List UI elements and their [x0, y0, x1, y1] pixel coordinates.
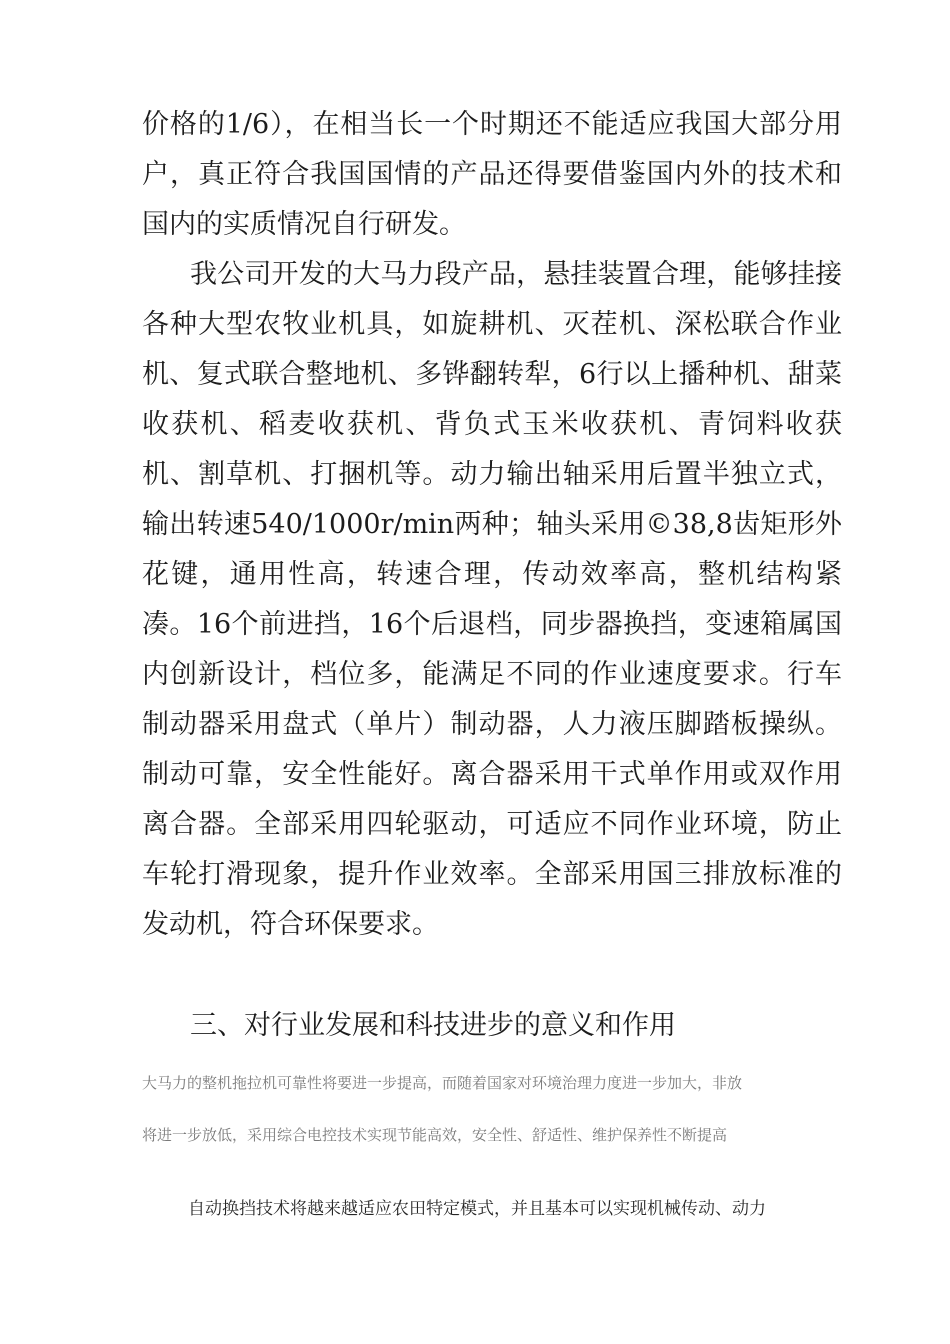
- body-text-line: 自动换挡技术将越来越适应农田特定模式，并且基本可以实现机械传动、动力: [188, 1199, 766, 1219]
- section-heading: 三、对行业发展和科技进步的意义和作用: [190, 1010, 676, 1041]
- gray-text-line: 大马力的整机拖拉机可靠性将要进一步提高，而随着国家对环境治理力度进一步加大，非放: [142, 1074, 743, 1092]
- body-paragraph: 我公司开发的大马力段产品，悬挂装置合理，能够挂接各种大型农牧业机具，如旋耕机、灭茬机、深松联合作业机、复式联合整地机、多铧翻转犁，6行以上播种机、甜菜收获机、稻麦收获机、背负式玉米收获机、青饲料收获机、割草机、打捆机等。动力输出轴采用后置半独立式，输出转速540/1000r/min两种；轴头采用©38,8齿矩形外花键，通用性高，转速合理，传动效率高，整机结构紧凑。16个前进挡，16个后退档，同步器换挡，变速箱属国内创新设计，档位多，能满足不同的作业速度要求。行车制动器采用盘式（单片）制动器，人力液压脚踏板操纵。制动可靠，安全性能好。离合器采用干式单作用或双作用离合器。全部采用四轮驱动，可适应不同作业环境，防止车轮打滑现象，提升作业效率。全部采用国三排放标准的发动机，符合环保要求。: [142, 259, 842, 940]
- body-paragraph: 价格的1/6），在相当长一个时期还不能适应我国大部分用户，真正符合我国国情的产品还得要借鉴国内外的技术和国内的实质情况自行研发。: [142, 109, 842, 240]
- gray-text-line: 将进一步放低，采用综合电控技术实现节能高效，安全性、舒适性、维护保养性不断提高: [142, 1126, 728, 1144]
